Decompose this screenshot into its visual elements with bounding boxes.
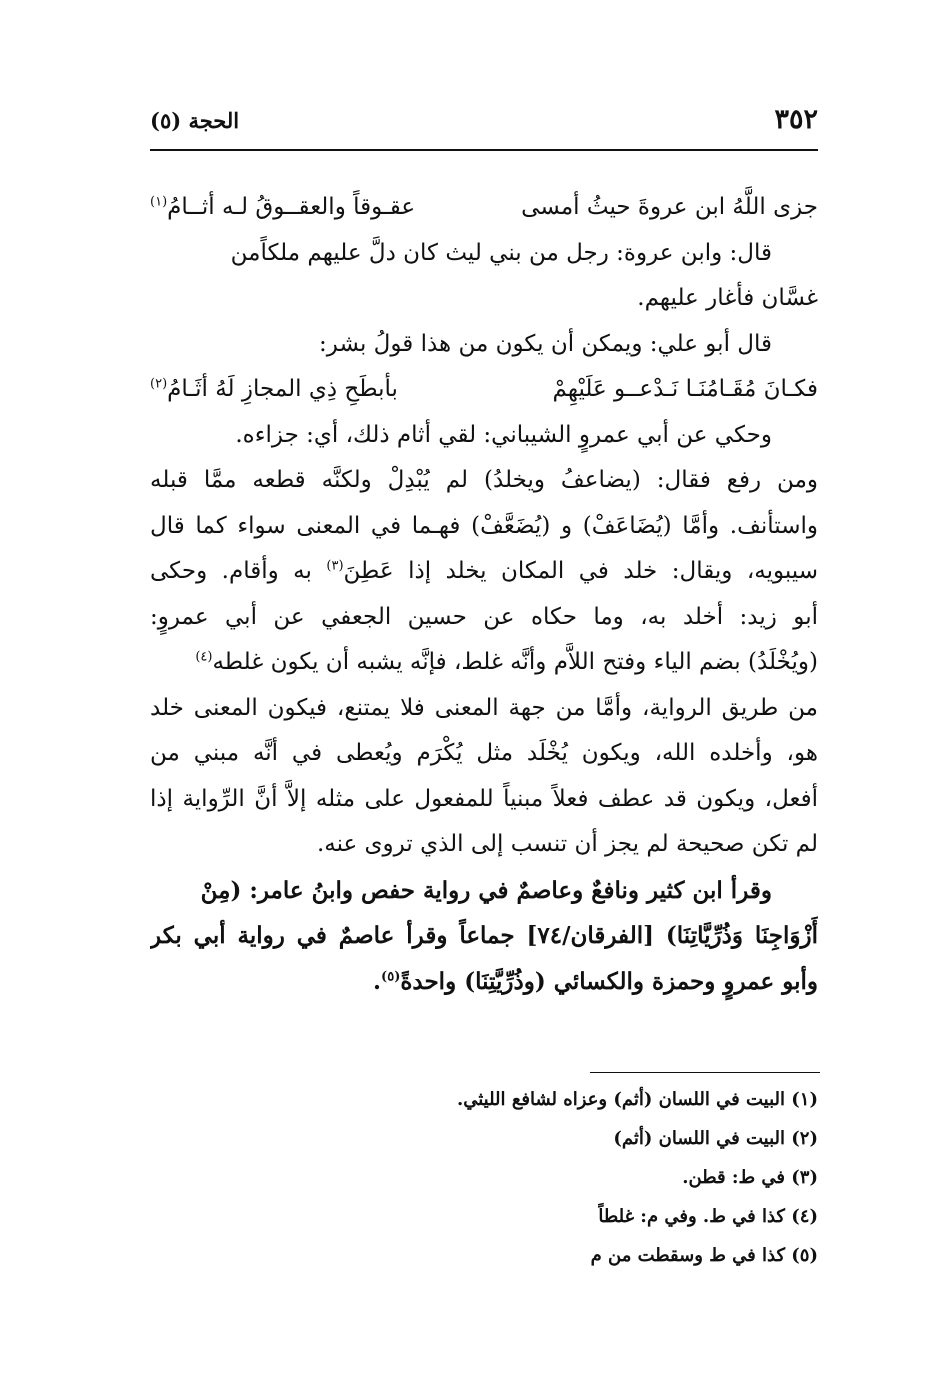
- text-segment: به وأقام. وحكى: [150, 558, 312, 584]
- footnote-ref-3[interactable]: (٣): [326, 558, 344, 574]
- main-text: [150, 185, 818, 1004]
- text-line: أبو زيد: أخلد به، وما حكاه عن حسين الجعفي عن أبي عمروٍ:: [150, 603, 818, 630]
- footnote-ref-5[interactable]: (٥): [381, 968, 401, 984]
- footnote-4: (٤) كذا في ط. وفي م: غلطاً: [598, 1206, 818, 1227]
- text-line: ومن رفع فقال: (يضاعفُ ويخلدُ) لم يُبْدِلْ ولكنَّه قطعه ممَّا قبله: [150, 467, 818, 493]
- footnote-ref-2[interactable]: (٢): [150, 376, 168, 392]
- text-line-with-note-5: وأبو عمروٍ وحمزة والكسائي (وذُرِّيَّتِنَا) واحدةً$^{(٥)}$.: [373, 967, 818, 995]
- verse-1-left-text: عقـوقاً والعقــوقُ لـه أثــامُ: [167, 194, 416, 220]
- verse-2-left-hemistich: [150, 367, 398, 413]
- text-line: أفعل، ويكون قد عطف فعلاً مبنياً للمفعول على مثله إلاَّ أنَّ الرِّواية إذا: [150, 785, 818, 812]
- verse-2-left-text: بأبطَحِ ذِي المجازِ لَهُ أثَـامُ: [167, 376, 398, 402]
- page-header: [150, 104, 818, 144]
- text-line: واستأنف. وأمَّا (يُضَاعَفْ) و (يُضَعَّفْ) فهـما في المعنى سواء كما قال: [150, 512, 818, 539]
- text-line-with-note-4: [150, 640, 818, 686]
- verse-2-right-hemistich: فكـانَ مُقَـامُنَـا نَـدْعــو عَلَيْهِمْ: [552, 376, 818, 402]
- text-line: هو، وأخلده الله، ويكون يُخْلَد مثل يُكْرَم ويُعطى في أنَّه مبني من: [150, 740, 818, 766]
- text-line-with-note-3: [150, 549, 818, 595]
- text-line: قال أبو علي: ويمكن أن يكون من هذا قولُ بشر:: [319, 330, 772, 357]
- text-line: لم تكن صحيحة لم يجز أن تنسب إلى الذي تروى عنه.: [316, 831, 818, 857]
- header-rule: [150, 149, 818, 151]
- page-number: ٣٥٢: [774, 104, 818, 135]
- verse-line-2: [150, 367, 818, 413]
- text-line: قال: وابن عروة: رجل من بني ليث كان دلَّ عليهم ملكاًمن: [230, 239, 772, 266]
- verse-1-right-hemistich: جزى اللَّهُ ابن عروةَ حيثُ أمسى: [521, 194, 818, 220]
- footnote-ref-1[interactable]: (١): [150, 194, 168, 210]
- text-line: أَزْوَاجِنَا وَذُرِّيَّاتِنَا) [الفرقان/٧٤] جماعاً وقرأ عاصمٌ في رواية أبي بكر: [150, 922, 818, 949]
- footnotes: [150, 1080, 818, 1275]
- text-segment: (ويُخْلَدُ) بضم الياء وفتح اللاَّم وأنَّه غلط، فإنَّه يشبه أن يكون غلطه: [212, 649, 818, 675]
- verse-line-1: [150, 185, 818, 231]
- footnote-rule: [590, 1072, 820, 1073]
- footnote-3: (٣) في ط: قطن.: [682, 1167, 818, 1188]
- footnote-5: (٥) كذا في ط وسقطت من م: [590, 1245, 818, 1266]
- text-line: وقرأ ابن كثير ونافعٌ وعاصمٌ في رواية حفص وابنُ عامر: (مِنْ: [200, 876, 772, 904]
- running-title: الحجة (٥): [150, 108, 240, 133]
- footnote-ref-4[interactable]: (٤): [195, 649, 213, 665]
- footnote-2: (٢) البيت في اللسان (أثم): [613, 1128, 818, 1149]
- verse-1-left-hemistich: [150, 185, 415, 231]
- text-line: وحكي عن أبي عمروٍ الشيباني: لقي أثام ذلك، أي: جزاءه.: [235, 421, 772, 448]
- text-line: من طريق الرواية، وأمَّا من جهة المعنى فلا يمتنع، فيكون المعنى خلد: [150, 694, 818, 721]
- text-line: غسَّان فأغار عليهم.: [637, 285, 818, 311]
- text-segment: سيبويه، ويقال: خلد في المكان يخلد إذا عَطِنَ: [343, 558, 818, 584]
- text-segment: وأبو عمروٍ وحمزة والكسائي (وذُرِّيَّتِنَا) واحدةً: [400, 967, 818, 995]
- footnote-1: (١) البيت في اللسان (أثم) وعزاه لشافع الليثي.: [456, 1089, 818, 1110]
